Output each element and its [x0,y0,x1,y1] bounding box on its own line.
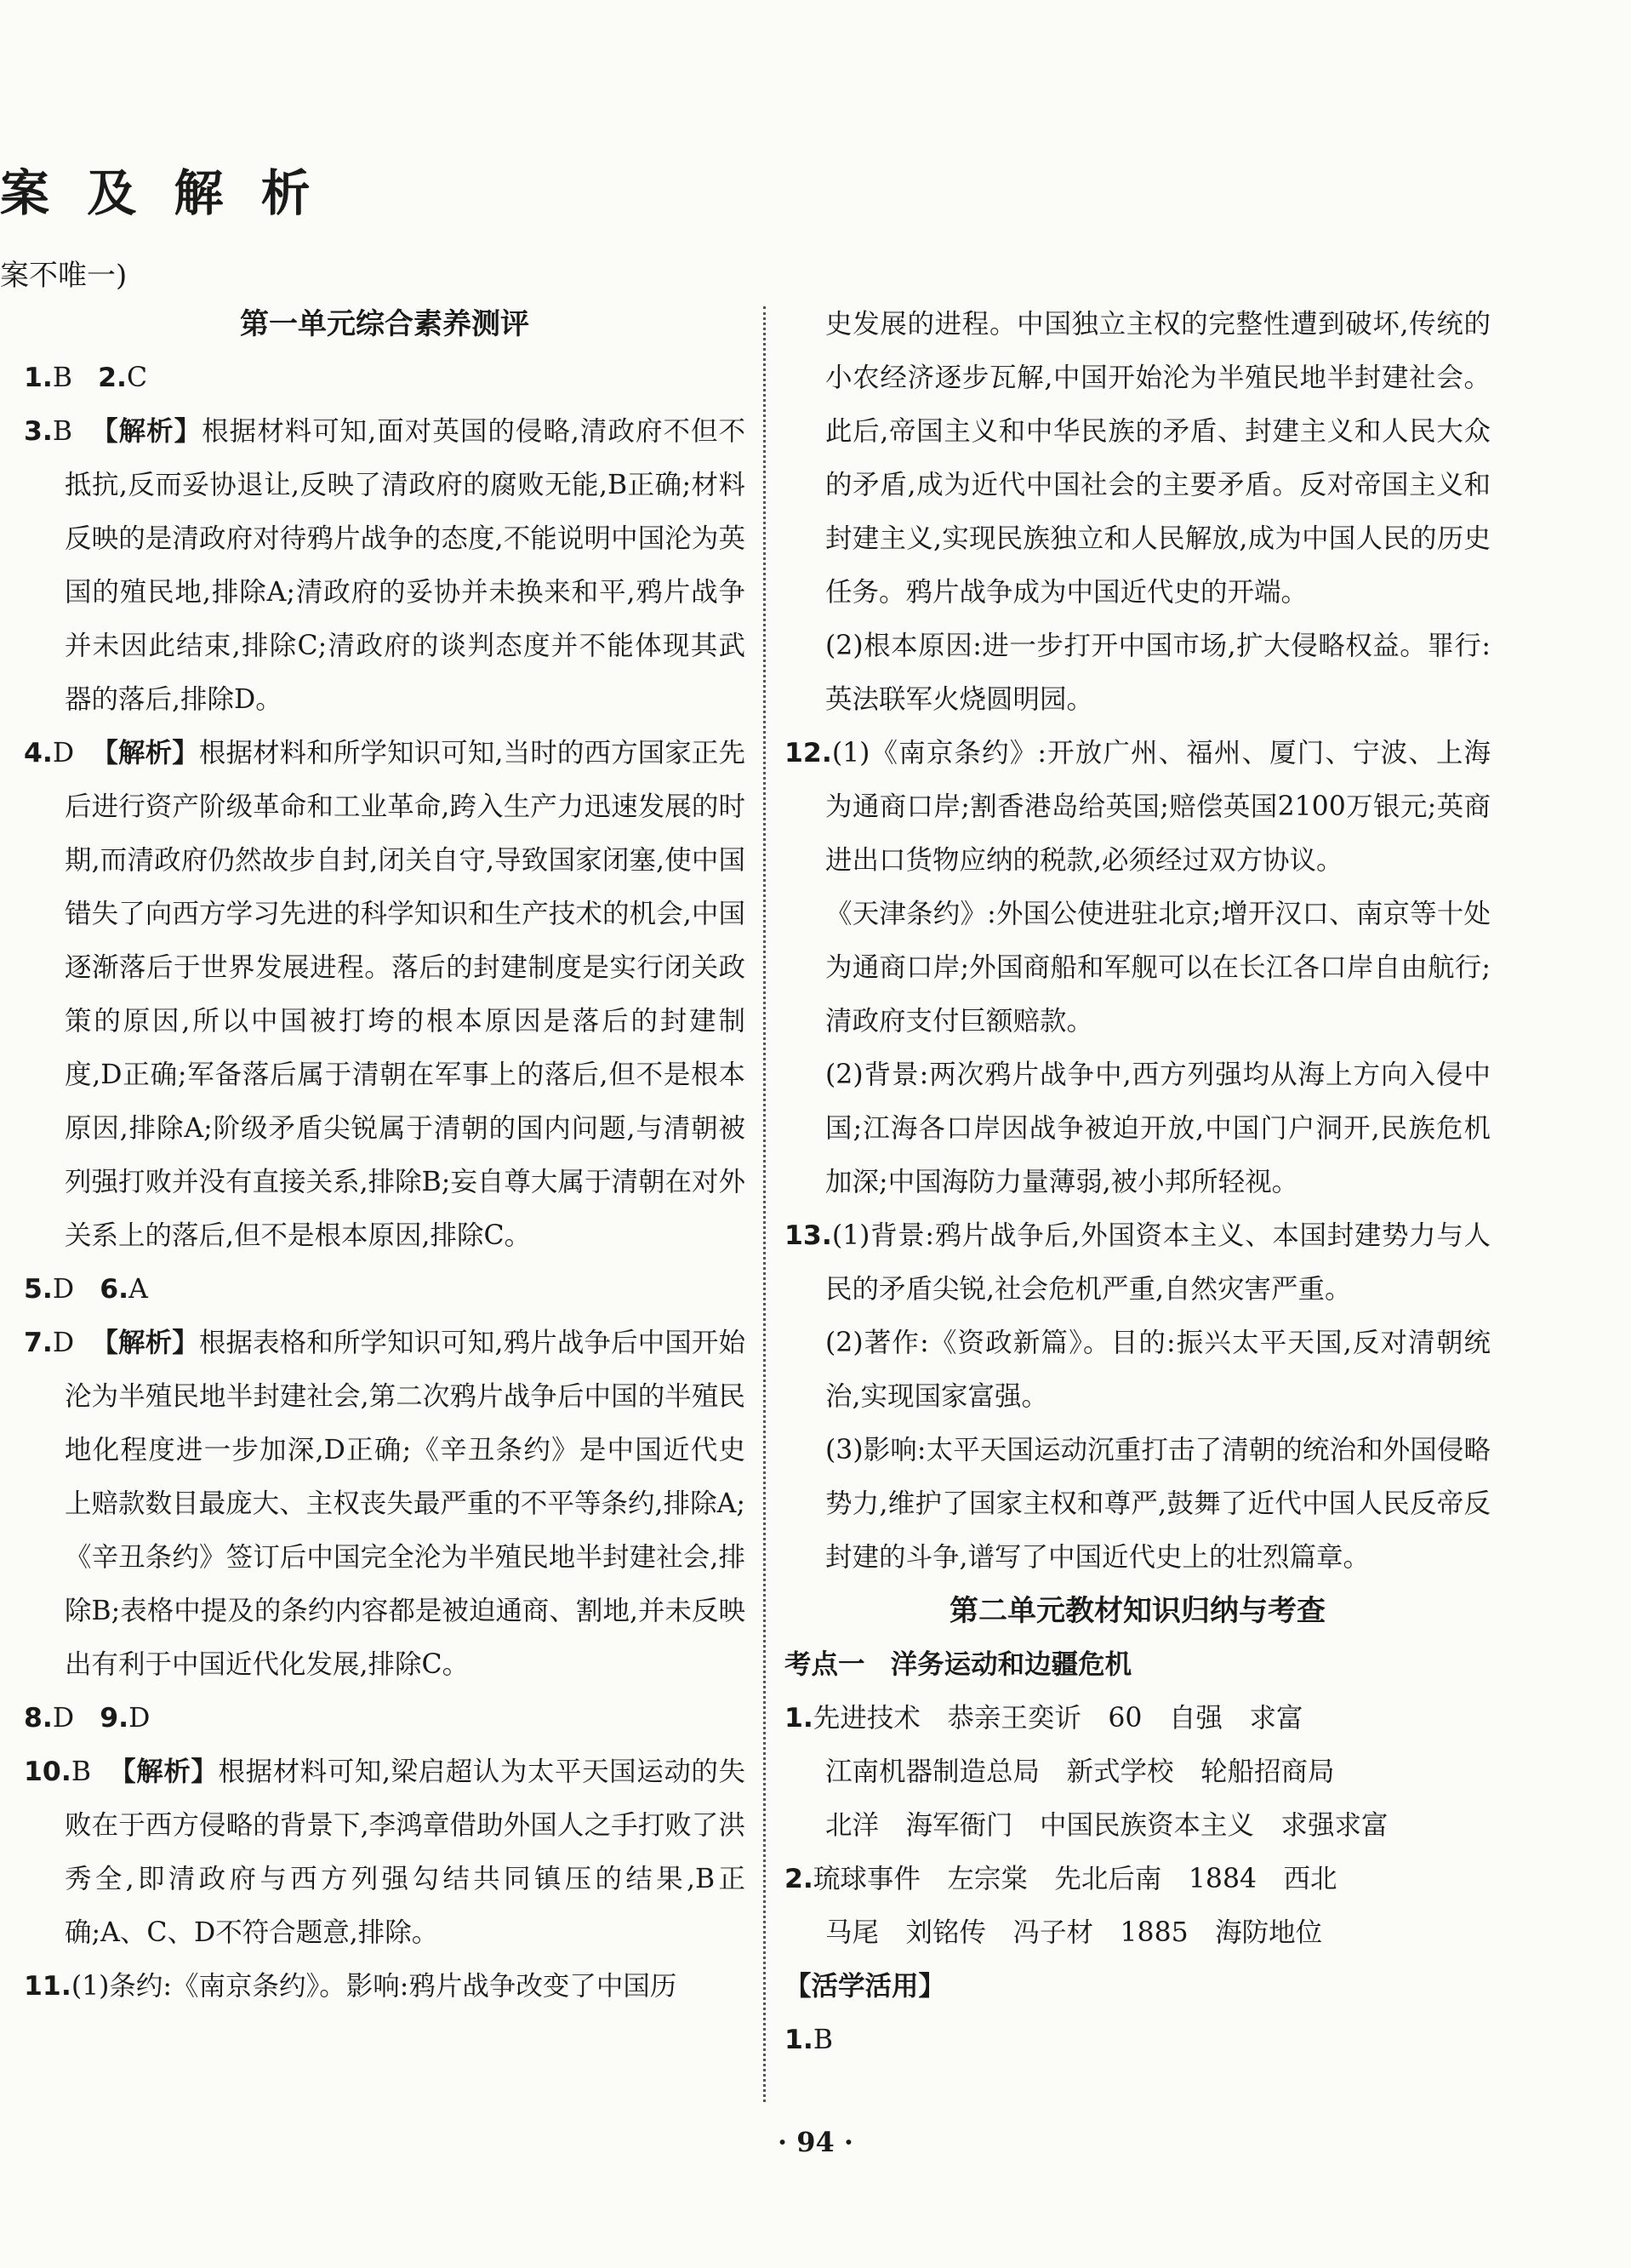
answer-13-part2: (2)著作:《资政新篇》。目的:振兴太平天国,反对清朝统治,实现国家富强。 [825,1328,1491,1412]
section-title-unit2: 第二单元教材知识归纳与考查 [950,1594,1326,1628]
answer-5-6: 5.D 6.A [24,1274,148,1305]
answer-11-part2: (2)根本原因:进一步打开中国市场,扩大侵略权益。罪行:英法联军火烧圆明园。 [825,631,1491,715]
answer-12: 12.(1)《南京条约》:开放广州、福州、厦门、宁波、上海为通商口岸;割香港岛给英国;赔偿英国2100万银元;英商进出口货物应纳的税款,必须经过双方协议。 [784,738,1491,876]
page-number: · 94 · [777,2126,854,2158]
knowledge-1-line2: 江南机器制造总局 新式学校 轮船招商局 [825,1757,1335,1787]
column-divider [763,306,766,2102]
answer-3: 3.B 【解析】根据材料可知,面对英国的侵略,清政府不但不抵抗,反而妥协退让,反映了清政府的腐败无能,B正确;材料反映的是清政府对待鸦片战争的态度,不能说明中国沦为英国的殖民地,排除A;清政府的妥协并未换来和平,鸦片战争并未因此结束,排除C;清政府的谈判态度并不能体现其武器的落后,排除D。 [24,416,745,715]
answer-13-part3: (3)影响:太平天国运动沉重打击了清朝的统治和外国侵略势力,维护了国家主权和尊严,鼓舞了近代中国人民反帝反封建的斗争,谱写了中国近代史上的壮烈篇章。 [825,1435,1491,1573]
knowledge-2: 2.琉球事件 左宗棠 先北后南 1884 西北 [784,1864,1337,1894]
answer-10: 10.B 【解析】根据材料可知,梁启超认为太平天国运动的失败在于西方侵略的背景下,李鸿章借助外国人之手打败了洪秀全,即清政府与西方列强勾结共同镇压的结果,B正确;A、C、D不符合题意,排除。 [24,1757,745,1948]
answer-11-continued: 史发展的进程。中国独立主权的完整性遭到破坏,传统的小农经济逐步瓦解,中国开始沦为半殖民地半封建社会。此后,帝国主义和中华民族的矛盾、封建主义和人民大众的矛盾,成为近代中国社会的主要矛盾。反对帝国主义和封建主义,实现民族独立和人民解放,成为中国人民的历史任务。鸦片战争成为中国近代史的开端。 [825,309,1491,608]
answer-1-2: 1.B 2.C [24,363,148,393]
answer-11-start: 11.(1)条约:《南京条约》。影响:鸦片战争改变了中国历 [24,1971,677,2002]
answer-4: 4.D 【解析】根据材料和所学知识可知,当时的西方国家正先后进行资产阶级革命和工业革命,跨入生产力迅速发展的时期,而清政府仍然故步自封,闭关自守,导致国家闭塞,使中国错失了向西方学习先进的科学知识和生产技术的机会,中国逐渐落后于世界发展进程。落后的封建制度是实行闭关政策的原因,所以中国被打垮的根本原因是落后的封建制度,D正确;军备落后属于清朝在军事上的落后,但不是根本原因,排除A;阶级矛盾尖锐属于清朝的国内问题,与清朝被列强打败并没有直接关系,排除B;妄自尊大属于清朝在对外关系上的落后,但不是根本原因,排除C。 [24,738,745,1251]
page-subnote: 案不唯一) [0,259,128,293]
answer-12-part2: (2)背景:两次鸦片战争中,西方列强均从海上方向入侵中国;江海各口岸因战争被迫开放,中国门户洞开,民族危机加深;中国海防力量薄弱,被小邦所轻视。 [825,1060,1491,1197]
knowledge-1: 1.先进技术 恭亲王奕䜣 60 自强 求富 [784,1703,1303,1734]
kaodian-heading: 考点一 洋务运动和边疆危机 [784,1649,1132,1680]
knowledge-1-line3: 北洋 海军衙门 中国民族资本主义 求强求富 [825,1810,1389,1841]
answer-8-9: 8.D 9.D [24,1703,151,1734]
left-column [24,298,745,2014]
page-heading: 案 及 解 析 [0,164,321,222]
answer-13: 13.(1)背景:鸦片战争后,外国资本主义、本国封建势力与人民的矛盾尖锐,社会危机严重,自然灾害严重。 [784,1220,1491,1305]
answer-7: 7.D 【解析】根据表格和所学知识可知,鸦片战争后中国开始沦为半殖民地半封建社会,第二次鸦片战争后中国的半殖民地化程度进一步加深,D正确;《辛丑条约》是中国近代史上赔款数目最庞大、主权丧失最严重的不平等条约,排除A;《辛丑条约》签订后中国完全沦为半殖民地半封建社会,排除B;表格中提及的条约内容都是被迫通商、割地,并未反映出有利于中国近代化发展,排除C。 [24,1328,745,1680]
section-title-unit1: 第一单元综合素养测评 [240,307,529,341]
answer-12-tianjin: 《天津条约》:外国公使进驻北京;增开汉口、南京等十处为通商口岸;外国商船和军舰可以在长江各口岸自由航行;清政府支付巨额赔款。 [825,899,1491,1037]
right-column [784,298,1491,2067]
huoxue-heading: 【活学活用】 [784,1971,946,2002]
knowledge-2-line2: 马尾 刘铭传 冯子材 1885 海防地位 [825,1917,1323,1948]
huoxue-answer-1: 1.B [784,2025,834,2055]
